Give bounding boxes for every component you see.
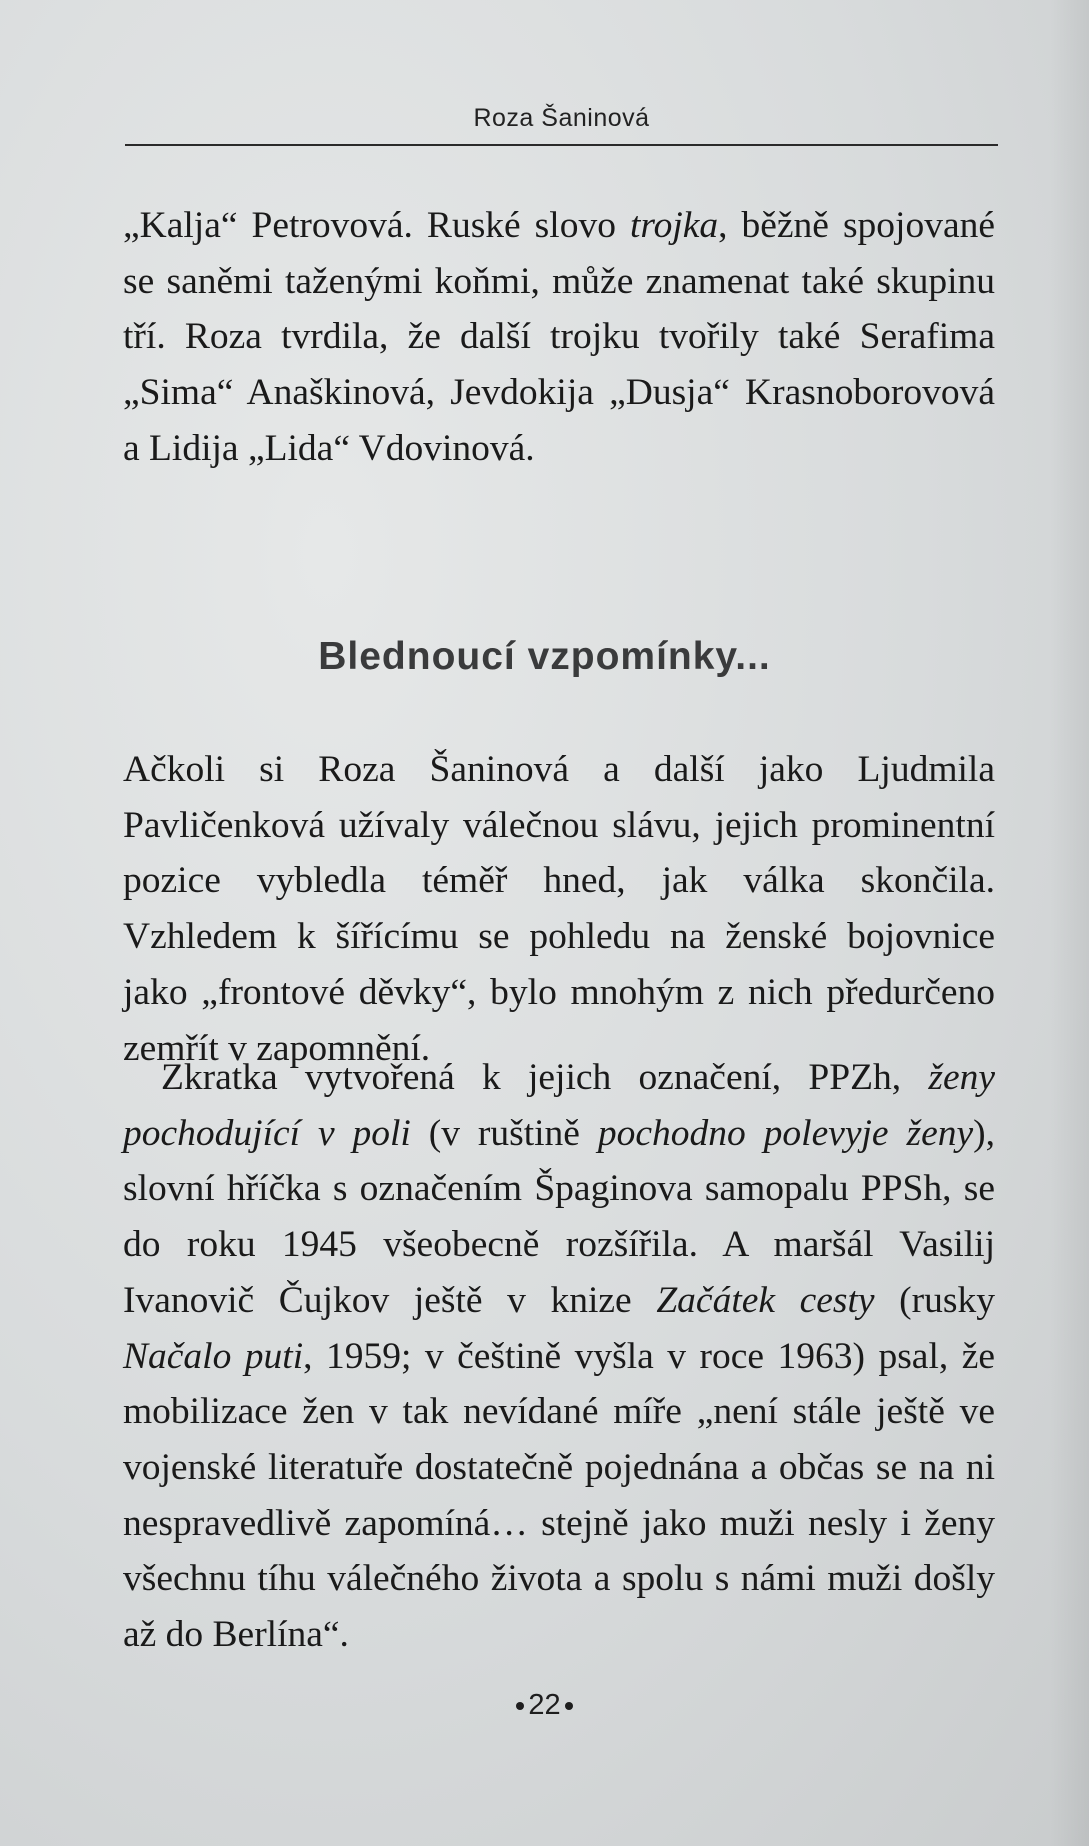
running-head: Roza Šaninová [473, 104, 650, 132]
folio-dot-right [565, 1702, 573, 1710]
paragraph-3-text-a: Zkratka vytvořená k jejich označení, PPZh, [161, 1057, 929, 1098]
folio-dot-left [516, 1702, 524, 1710]
paragraph-3-italic-a: ženy pochodující v poli [123, 1057, 995, 1154]
paragraph-3-italic-c: Začátek cesty [656, 1279, 875, 1321]
page-number: 22 [528, 1689, 561, 1721]
paragraph-1 [123, 198, 995, 477]
paragraph-3-text-d: (rusky [874, 1279, 995, 1321]
paragraph-3 [123, 1050, 995, 1663]
paragraph-2 [123, 742, 995, 1076]
page-edge-shadow [1049, 0, 1089, 1846]
paragraph-3-italic-b: pochodno polevyje ženy [597, 1112, 974, 1154]
paragraph-2-text: Ačkoli si Roza Šaninová a další jako Ljudmila Pavličenková užívaly válečnou slávu, jejich prominentní pozice vybledla téměř hned, jak válka skončila. Vzhledem k šířícímu se pohledu na ženské bojovnice jako „frontové děvky“, bylo mnohým z nich předurčeno zemřít v zapomnění. [123, 749, 995, 1069]
paragraph-3-text-b: (v ruštině [410, 1112, 598, 1154]
paragraph-1-italic-trojka: trojka [629, 205, 719, 246]
header-rule [125, 144, 998, 146]
paragraph-1-text-b: , běžně spojované se saněmi taženými koňmi, může znamenat také skupinu tří. Roza tvrdila, že další trojku tvořily také Serafima „Sima“ Anaškinová, Jevdokija „Dusja“ Krasnoborovová a Lidija „Lida“ Vdovinová. [123, 205, 996, 469]
section-heading: Blednoucí vzpomínky... [318, 635, 771, 678]
paragraph-3-text-c: ), slovní hříčka s označením Špaginova samopalu PPSh, se do roku 1945 všeobecně rozšířila. A maršál Vasilij Ivanovič Čujkov ještě v knize [123, 1112, 995, 1321]
page-folio [0, 1689, 1089, 1722]
paragraph-3-text-e: , 1959; v češtině vyšla v roce 1963) psal, že mobilizace žen v tak nevídané míře „není stále ještě ve vojenské literatuře dostatečně pojednána a občas se na ni nespravedlivě zapomíná… stejně jako muži nesly i ženy všechnu tíhu válečného života a spolu s námi muži došly až do Berlína“. [123, 1335, 995, 1656]
paragraph-1-text-a: „Kalja“ Petrovová. Ruské slovo [123, 205, 630, 246]
paragraph-3-italic-d: Načalo puti [123, 1335, 304, 1377]
